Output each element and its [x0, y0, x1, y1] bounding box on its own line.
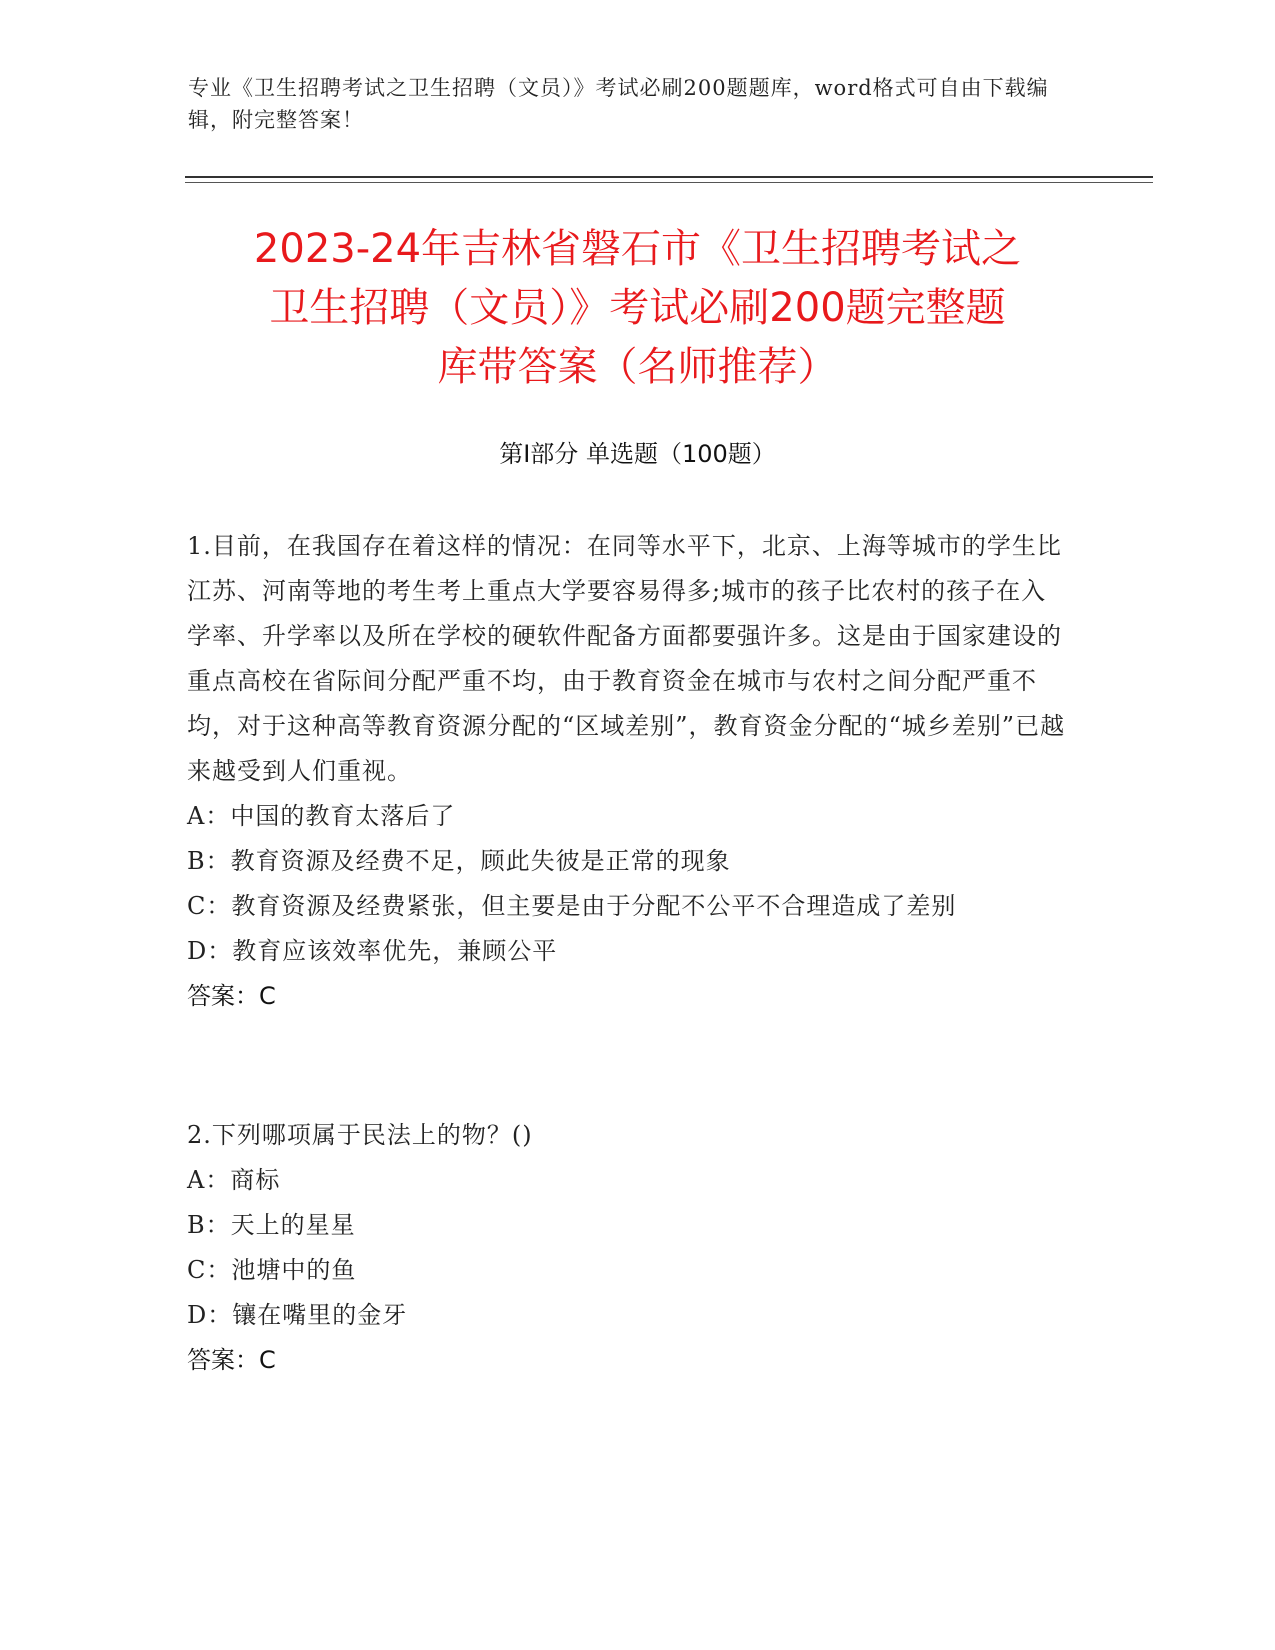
option-a: A：商标 [187, 1166, 281, 1194]
option-b: B：教育资源及经费不足，顾此失彼是正常的现象 [187, 847, 731, 875]
question-stem: 2.下列哪项属于民法上的物？() [187, 1121, 533, 1149]
answer: 答案：C [187, 982, 276, 1010]
option-d: D：教育应该效率优先，兼顾公平 [187, 937, 558, 965]
header-note: 专业《卫生招聘考试之卫生招聘（文员）》考试必刷200题题库，word格式可自由下载编辑，附完整答案！ [188, 76, 1049, 132]
document-title-line: 库带答案（名师推荐） [437, 344, 838, 390]
question-1 [187, 524, 1067, 1019]
question-stem: 1.目前，在我国存在着这样的情况：在同等水平下，北京、上海等城市的学生比江苏、河南等地的考生考上重点大学要容易得多;城市的孩子比农村的孩子在入学率、升学率以及所在学校的硬软件配备方面都要强许多。这是由于国家建设的重点高校在省际间分配严重不均，由于教育资金在城市与农村之间分配严重不均，对于这种高等教育资源分配的“区域差别”，教育资金分配的“城乡差别”已越来越受到人们重视。 [187, 532, 1066, 785]
document-title [130, 220, 1145, 397]
answer: 答案：C [187, 1346, 276, 1374]
section-heading: 第Ⅰ部分 单选题（100题） [499, 440, 776, 468]
document-title-line: 2023-24年吉林省磐石市《卫生招聘考试之 [253, 226, 1022, 272]
option-d: D：镶在嘴里的金牙 [187, 1301, 408, 1329]
option-c: C：池塘中的鱼 [187, 1256, 357, 1284]
document-title-line: 卫生招聘（文员）》考试必刷200题完整题 [269, 285, 1006, 331]
option-b: B：天上的星星 [187, 1211, 356, 1239]
header-divider [185, 176, 1153, 178]
option-c: C：教育资源及经费紧张，但主要是由于分配不公平不合理造成了差别 [187, 892, 957, 920]
question-2 [187, 1113, 1067, 1383]
option-a: A：中国的教育太落后了 [187, 802, 456, 830]
header-divider-thin [185, 182, 1153, 183]
